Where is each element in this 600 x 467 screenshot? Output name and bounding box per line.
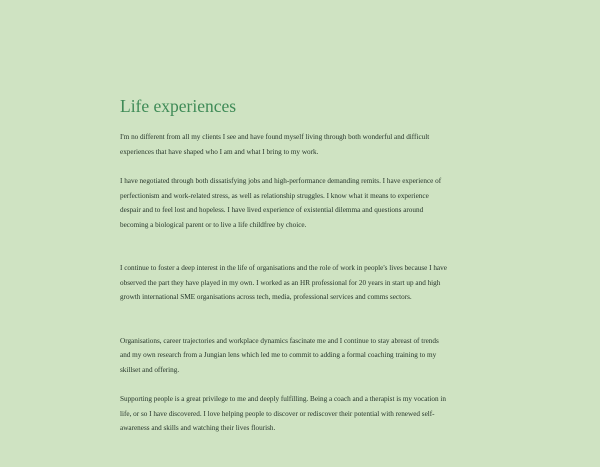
paragraph-personal-experience: [120, 174, 482, 232]
paragraph-spacer: [120, 305, 482, 334]
paragraph-line: life, or so I have discovered. I love helping people to discover or rediscover their potential with renewed self-: [120, 409, 435, 418]
paragraph-line: and my own research from a Jungian lens which led me to commit to adding a formal coaching training to my: [120, 351, 437, 359]
paragraph-line: despair and to feel lost and hopeless. I have lived experience of existential dilemma and questions around: [120, 206, 424, 214]
paragraph-spacer: [120, 159, 482, 174]
paragraph-line: Supporting people is a great privilege to me and deeply fulfilling. Being a coach and a therapist is my vocation in: [120, 395, 446, 403]
paragraph-career-dynamics: [120, 334, 482, 378]
paragraph-line: growth international SME organisations across tech, media, professional services and comms sectors.: [120, 293, 412, 301]
paragraph-line: becoming a biological parent or to live a life childfree by choice.: [120, 220, 307, 229]
paragraph-line: I have negotiated through both dissatisfying jobs and high-performance demanding remits. I have experience of: [120, 177, 442, 185]
paragraph-line: experiences that have shaped who I am and what I bring to my work.: [120, 147, 319, 156]
paragraph-organisations-interest: [120, 261, 482, 305]
paragraph-line: perfectionism and work-related stress, as well as relationship struggles. I know what it means to experience: [120, 191, 429, 200]
section-title: Life experiences: [120, 96, 237, 116]
paragraph-line: awareness and skills and watching their lives flourish.: [120, 424, 276, 432]
paragraph-intro: [120, 130, 482, 159]
paragraph-line: observed the part they have played in my own. I worked as an HR professional for 20 years in start up and high: [120, 278, 441, 287]
paragraph-spacer: [120, 377, 482, 392]
paragraph-spacer: [120, 232, 482, 261]
paragraph-vocation: [120, 392, 482, 436]
life-experiences-section: [120, 94, 482, 436]
paragraph-line: I continue to foster a deep interest in the life of organisations and the role of work in people's lives because I have: [120, 264, 447, 272]
paragraph-line: Organisations, career trajectories and workplace dynamics fascinate me and I continue to stay abreast of trends: [120, 336, 439, 345]
paragraph-line: I'm no different from all my clients I see and have found myself living through both wonderful and difficult: [120, 133, 430, 141]
paragraph-line: skillset and offering.: [120, 365, 180, 374]
